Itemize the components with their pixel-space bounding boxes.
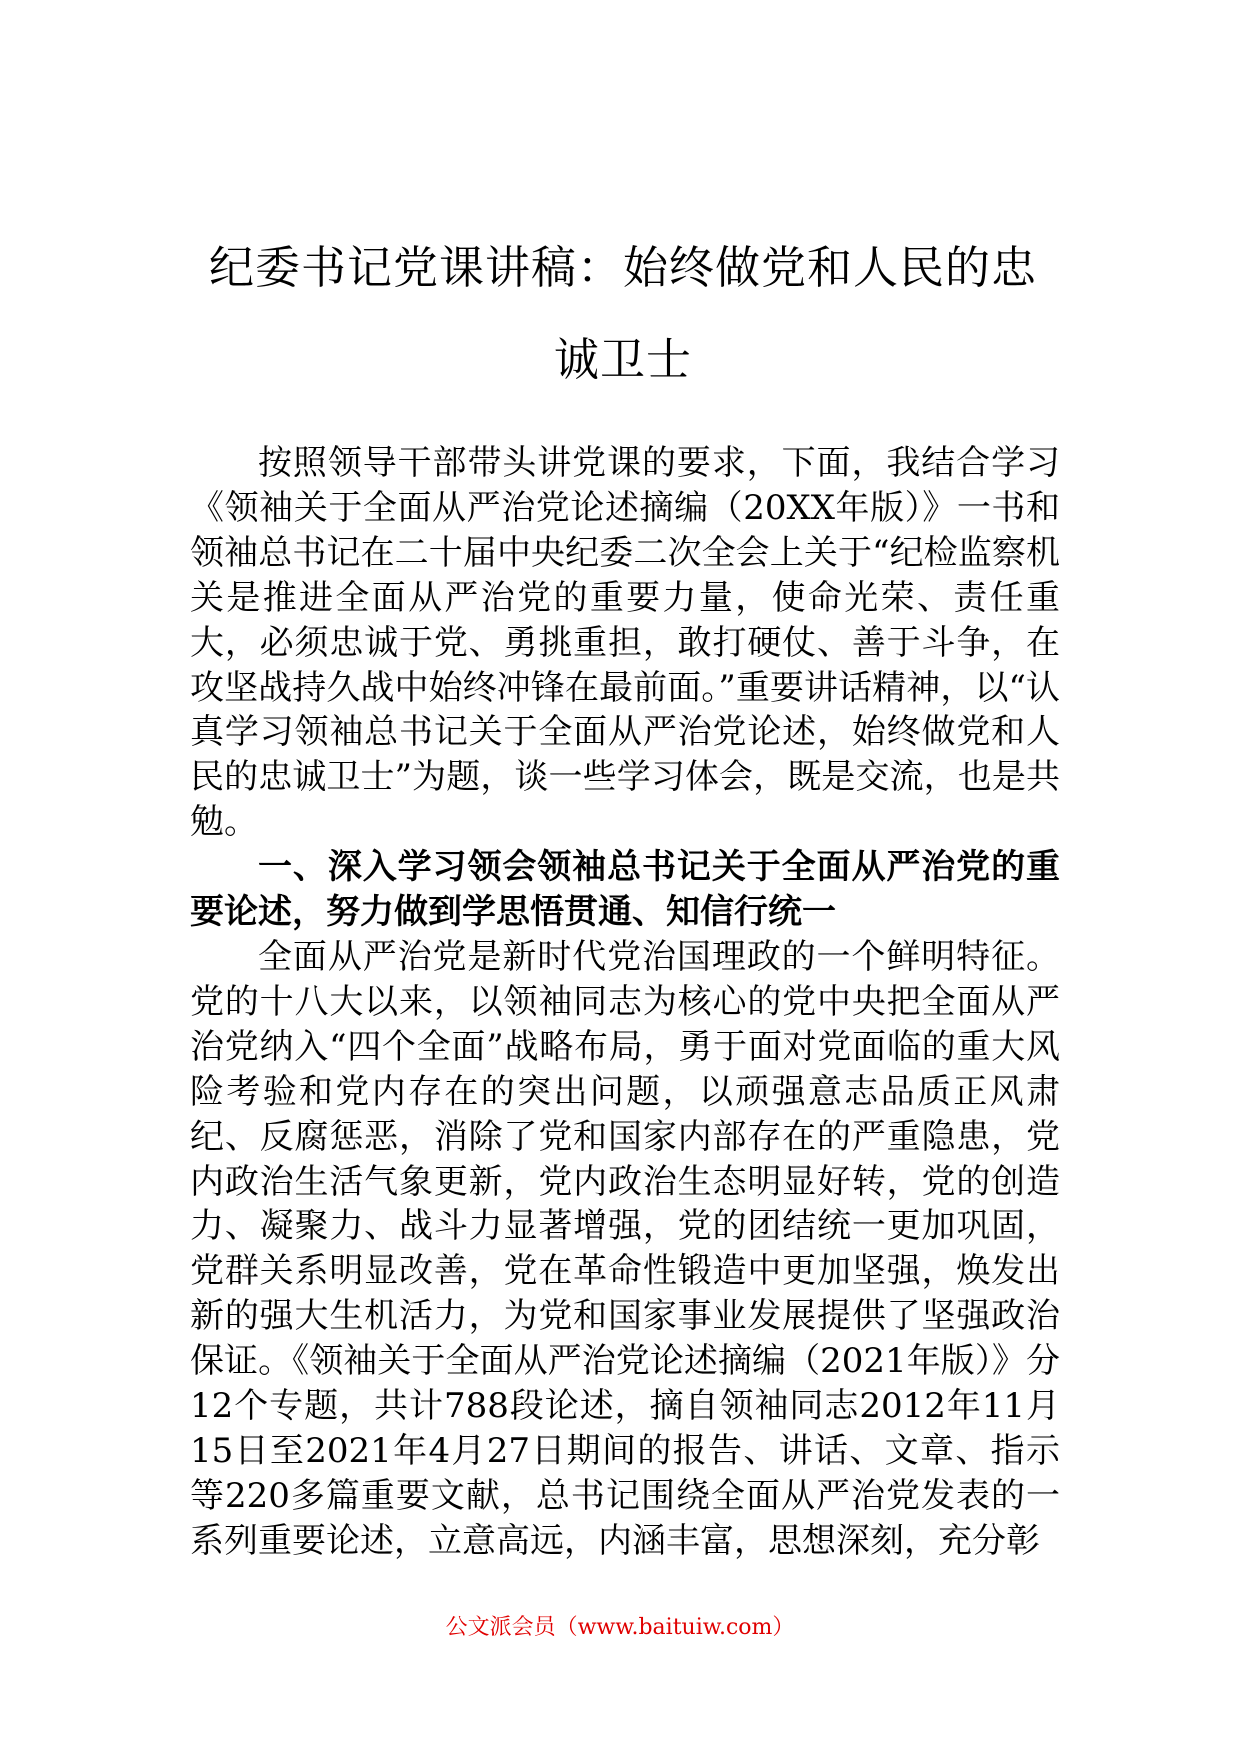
document-title: 纪委书记党课讲稿：始终做党和人民的忠诚卫士 [208, 241, 1037, 386]
section-heading-1: 一、深入学习领会领袖总书记关于全面从严治党的重要论述，努力做到学思悟贯通、知信行统一 [190, 847, 1060, 933]
body-paragraph: 全面从严治党是新时代党治国理政的一个鲜明特征。党的十八大以来，以领袖同志为核心的党中央把全面从严治党纳入“四个全面”战略布局，勇于面对党面临的重大风险考验和党内存在的突出问题，以顽强意志品质正风肃纪、反腐惩恶，消除了党和国家内部存在的严重隐患，党内政治生活气象更新，党内政治生态明显好转，党的创造力、凝聚力、战斗力显著增强，党的团结统一更加巩固，党群关系明显改善，党在革命性锻造中更加坚强，焕发出新的强大生机活力，为党和国家事业发展提供了坚强政治保证。《领袖关于全面从严治党论述摘编（2021年版）》分12个专题，共计788段论述，摘自领袖同志2012年11月15日至2021年4月27日期间的报告、讲话、文章、指示等220多篇重要文献，总书记围绕全面从严治党发表的一系列重要论述，立意高远，内涵丰富，思想深刻，充分彰 [190, 936, 1060, 1561]
intro-paragraph: 按照领导干部带头讲党课的要求，下面，我结合学习《领袖关于全面从严治党论述摘编（20XX年版）》一书和领袖总书记在二十届中央纪委二次全会上关于“纪检监察机关是推进全面从严治党的重要力量，使命光荣、责任重大，必须忠诚于党、勇挑重担，敢打硬仗、善于斗争，在攻坚战持久战中始终冲锋在最前面。”重要讲话精神，以“认真学习领袖总书记关于全面从严治党论述，始终做党和人民的忠诚卫士”为题，谈一些学习体会，既是交流，也是共勉。 [190, 443, 1060, 843]
footer-watermark: 公文派会员（www.baituiw.com） [445, 1615, 795, 1640]
document-body [190, 441, 1060, 1564]
